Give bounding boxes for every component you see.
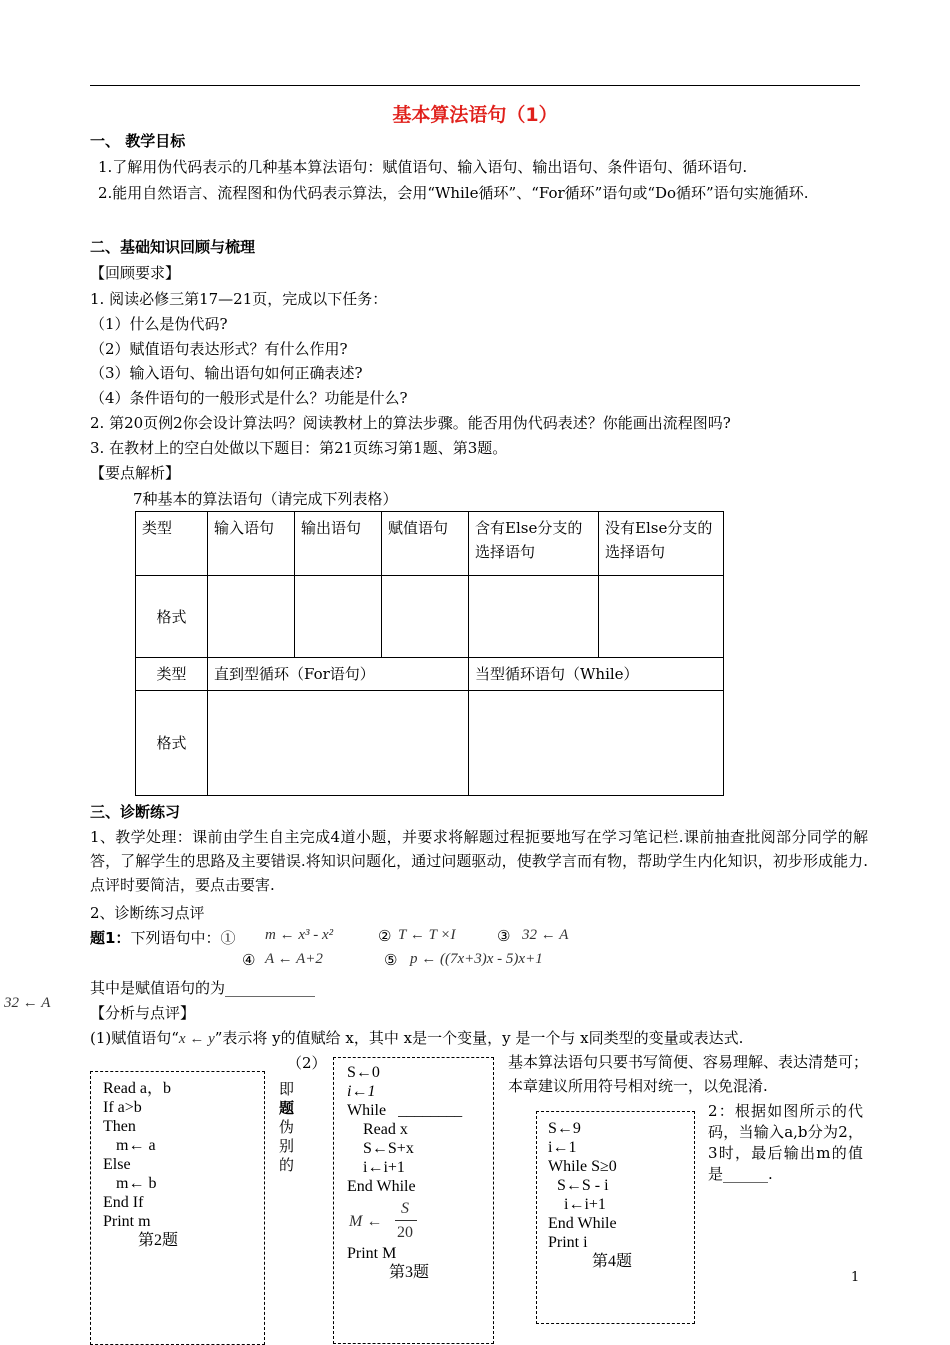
table-cell-blank[interactable] — [208, 576, 295, 658]
section-heading-review: 二、基础知识回顾与梳理 — [90, 238, 256, 256]
review-item-1b: （2）赋值语句表达形式？有什么作用? — [90, 340, 348, 358]
goal-item-1: 1.了解用伪代码表示的几种基本算法语句：赋值语句、输入语句、输出语句、条件语句、循环语句. — [98, 158, 748, 176]
review-item-1c: （3）输入语句、输出语句如何正确表述? — [90, 364, 363, 382]
analysis-tag: 【分析与点评】 — [90, 1004, 196, 1022]
table-header-else-branch: 含有Else分支的选择语句 — [469, 512, 599, 576]
table-header-output: 输出语句 — [295, 512, 382, 576]
code-box-2-caption: 第2题 — [138, 1232, 179, 1249]
analysis-1: (1)赋值语句“x ← y”表示将 y的值赋给 x，其中 x是一个变量，y 是一个与 x同类型的变量或表达式. — [90, 1029, 744, 1047]
section-heading-goals: 一、 教学目标 — [90, 132, 186, 150]
question-2-text: 2：根据如图所示的代码，当输入a,b分为2，3时，最后输出m的值是______. — [708, 1102, 863, 1183]
table-header-type-2: 类型 — [136, 658, 208, 691]
teaching-note: 1、教学处理：课前由学生自主完成4道小题，并要求将解题过程扼要地写在学习笔记栏.课前抽查批阅部分同学的解答，了解学生的思路及主要错误.将知识问题化，通过问题驱动，使教学言而有物，帮助学生内化知识，初步形成能力.点评时要简洁，要点击要害. — [90, 828, 868, 894]
review-item-1d: （4）条件语句的一般形式是什么？功能是什么? — [90, 389, 408, 407]
while-condition-blank[interactable]: ________ — [398, 1102, 463, 1119]
section-heading-diagnosis: 三、诊断练习 — [90, 803, 181, 821]
question-1-label: 题1： — [90, 929, 131, 947]
statement-format-table — [135, 511, 724, 796]
table-header-assign: 赋值语句 — [382, 512, 469, 576]
page-number: 1 — [851, 1270, 860, 1285]
option-4-num: ④ — [242, 951, 256, 969]
review-item-1: 1. 阅读必修三第17—21页，完成以下任务： — [90, 290, 388, 308]
review-tag: 【回顾要求】 — [90, 264, 181, 282]
table-row-format-label: 格式 — [136, 576, 208, 658]
option-3-num: ③ — [497, 927, 511, 945]
option-3: 32 ← A — [522, 927, 569, 943]
table-caption: 7种基本的算法语句（请完成下列表格） — [133, 490, 398, 508]
question-1-text: 下列语句中：① — [130, 929, 236, 947]
table-cell-blank[interactable] — [382, 576, 469, 658]
table-row-format-label-2: 格式 — [136, 691, 208, 796]
diagnosis-subheading: 2、诊断练习点评 — [90, 904, 205, 922]
table-header-for-loop: 直到型循环（For语句） — [208, 658, 469, 691]
review-item-3: 3. 在教材上的空白处做以下题目：第21页练习第1题、第3题。 — [90, 439, 508, 457]
analysis-2-text: 基本算法语句只要书写简便、容易理解、表达清楚可；本章建议所用符号相对统一，以免混淆. — [508, 1053, 869, 1095]
code-box-3-content: S←0 i←1 While ________ Read x S←S+x i←i+1 End While M ← S 20 Print M 第3题 — [347, 1064, 463, 1281]
side-column-text: 即 题 伪 别 的 — [279, 1080, 295, 1174]
review-item-2: 2. 第20页例2你会设计算法吗？阅读教材上的算法步骤。能否用伪代码表述？你能画出流程图吗? — [90, 414, 731, 432]
option-1: m ← x³ - x² — [265, 927, 334, 943]
table-cell-blank[interactable] — [599, 576, 724, 658]
table-cell-blank[interactable] — [469, 691, 724, 796]
option-5: p ← ((7x+3)x - 5)x+1 — [410, 951, 543, 967]
option-4: A ← A+2 — [265, 951, 323, 967]
margin-note: 32 ← A — [4, 995, 51, 1011]
question-1-ask: 其中是赋值语句的为____________ — [90, 979, 316, 997]
fraction-line: M ← S 20 — [347, 1196, 462, 1244]
analysis-2-num: （2） — [287, 1054, 327, 1072]
code-box-4-caption: 第4题 — [592, 1253, 633, 1270]
page-title: 基本算法语句（1） — [392, 104, 558, 126]
option-2-num: ② — [378, 927, 392, 945]
code-box-2-content: Read a，b If a>b Then m← a Else m← b End If Print m 第2题 — [103, 1080, 179, 1249]
header-rule — [90, 85, 860, 86]
table-cell-blank[interactable] — [295, 576, 382, 658]
option-2: T ← T ×I — [398, 927, 456, 943]
table-cell-blank[interactable] — [208, 691, 469, 796]
goal-item-2: 2.能用自然语言、流程图和伪代码表示算法，会用“While循环”、“For循环”语句或“Do循环”语句实施循环. — [98, 184, 809, 202]
review-item-1a: （1）什么是伪代码? — [90, 315, 228, 333]
table-header-while-loop: 当型循环语句（While） — [469, 658, 724, 691]
code-box-4-content: S←9 i←1 While S≥0 S←S - i i←i+1 End While Print i 第4题 — [548, 1120, 633, 1270]
question-1-line-1 — [90, 927, 235, 948]
fraction-bar — [395, 1220, 417, 1221]
table-header-type: 类型 — [136, 512, 208, 576]
table-header-no-else-branch: 没有Else分支的选择语句 — [599, 512, 724, 576]
assign-symbol: x ← y — [178, 1031, 215, 1047]
key-points-tag: 【要点解析】 — [90, 464, 181, 482]
table-cell-blank[interactable] — [469, 576, 599, 658]
table-header-input: 输入语句 — [208, 512, 295, 576]
code-box-3-caption: 第3题 — [389, 1264, 430, 1281]
option-5-num: ⑤ — [384, 951, 398, 969]
